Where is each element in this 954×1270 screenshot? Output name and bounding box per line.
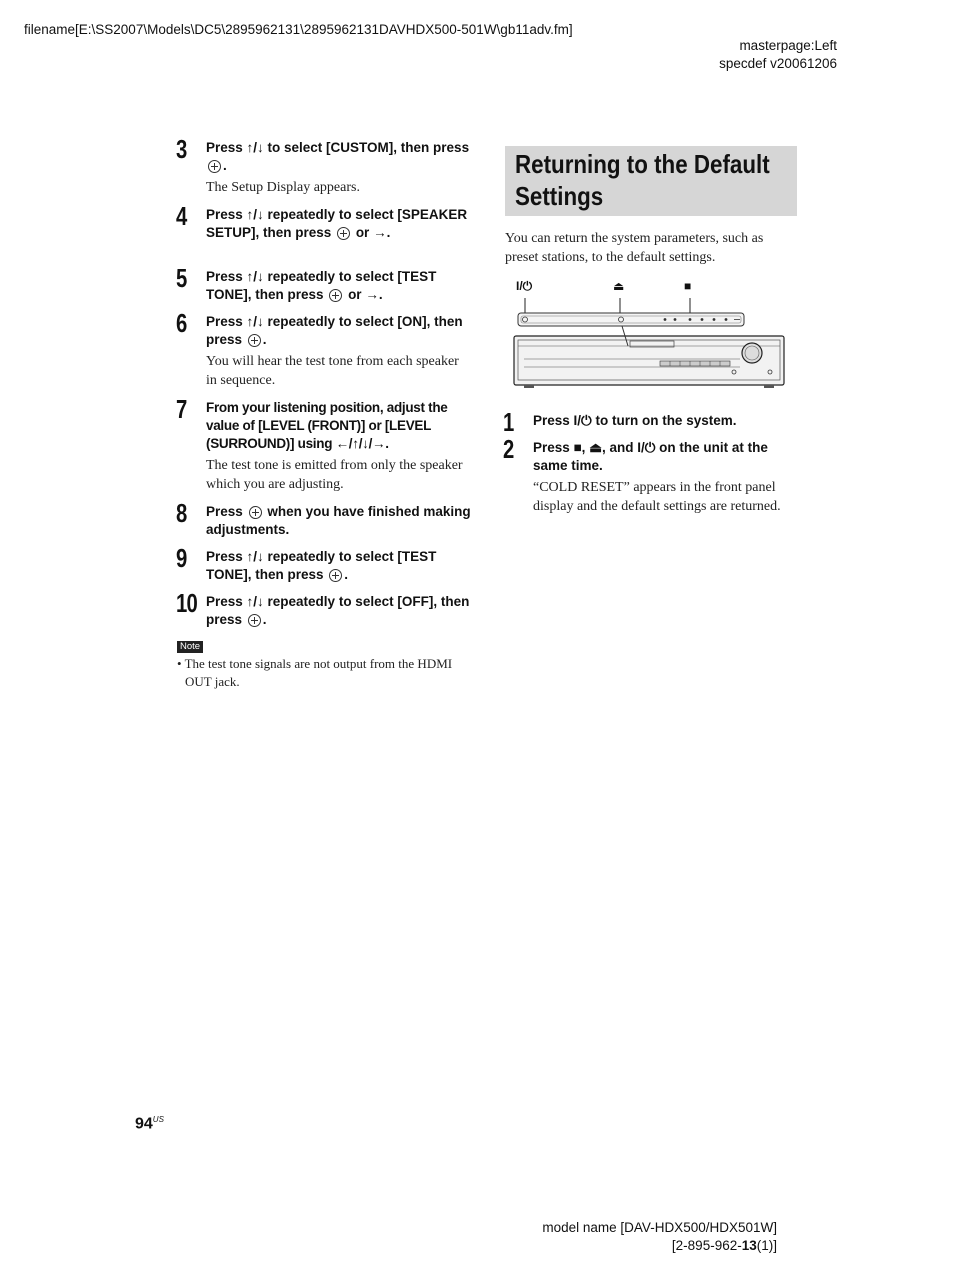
section-title-box: [505, 146, 797, 216]
header-filename: filename[E:\SS2007\Models\DC5\2895962131\2895962131DAVHDX500-501W\gb11adv.fm]: [24, 22, 573, 37]
enter-icon: [208, 160, 221, 173]
footer-model: model name [DAV-HDX500/HDX501W]: [542, 1220, 777, 1235]
step-instruction: Press ↑/↓ repeatedly to select [TEST TONE], then press .: [206, 549, 437, 582]
step-number: 3: [176, 134, 187, 164]
stop-label: ■: [684, 279, 692, 293]
step-number: 6: [176, 308, 187, 338]
step-body: “COLD RESET” appears in the front panel display and the default settings are returned.: [533, 480, 781, 514]
step-4: [176, 201, 472, 242]
enter-icon: [337, 227, 350, 240]
eject-label: ⏏: [613, 279, 625, 293]
step-instruction: Press I/⏻ to turn on the system.: [533, 413, 737, 428]
step-5: [176, 263, 472, 304]
note-label: Note: [177, 641, 203, 653]
note-text: • The test tone signals are not output from the HDMI OUT jack.: [177, 656, 453, 689]
step-instruction: Press ↑/↓ repeatedly to select [SPEAKER SETUP], then press or →.: [206, 207, 468, 240]
step-number: 9: [176, 543, 187, 573]
step-9: [176, 543, 472, 584]
power-label: I/⏻: [516, 279, 533, 293]
enter-icon: [329, 569, 342, 582]
step-number: 10: [176, 588, 197, 618]
reset-step-1: [503, 407, 803, 437]
reset-step-2: [503, 434, 803, 516]
step-instruction: Press ↑/↓ to select [CUSTOM], then press .: [206, 140, 470, 173]
step-10: [176, 588, 472, 629]
step-8: [176, 498, 472, 539]
step-body: The test tone is emitted from only the speaker which you are adjusting.: [206, 458, 463, 492]
step-instruction: Press ↑/↓ repeatedly to select [OFF], then press .: [206, 594, 470, 627]
step-number: 7: [176, 394, 187, 424]
header-specdef: specdef v20061206: [719, 56, 837, 71]
enter-icon: [249, 506, 262, 519]
header-masterpage: masterpage:Left: [739, 38, 837, 53]
enter-icon: [248, 614, 261, 627]
step-body: You will hear the test tone from each speaker in sequence.: [206, 354, 459, 388]
step-number: 1: [503, 407, 514, 437]
step-6: [176, 308, 472, 390]
device-illustration: [510, 295, 790, 390]
step-instruction: Press when you have finished making adjustments.: [206, 504, 471, 537]
section-title: Returning to the Default Settings: [515, 149, 770, 211]
step-number: 2: [503, 434, 514, 464]
step-instruction: Press ■, ⏏, and I/⏻ on the unit at the same time.: [533, 440, 768, 473]
step-body: The Setup Display appears.: [206, 180, 360, 195]
step-number: 5: [176, 263, 187, 293]
step-instruction: Press ↑/↓ repeatedly to select [TEST TONE], then press or →.: [206, 269, 437, 302]
step-3: [176, 134, 472, 197]
step-instruction: From your listening position, adjust the value of [LEVEL (FRONT)] or [LEVEL (SURROUND)] using ←/↑/↓/→.: [206, 400, 448, 451]
enter-icon: [329, 289, 342, 302]
page-number: $94^{US}$: [135, 1115, 164, 1133]
step-7: [176, 394, 472, 494]
enter-icon: [248, 334, 261, 347]
intro-text: You can return the system parameters, such as preset stations, to the default settings.: [505, 231, 764, 265]
footer-code: [2-895-962-13(1)]: [671, 1238, 777, 1253]
step-number: 4: [176, 201, 187, 231]
step-instruction: Press ↑/↓ repeatedly to select [ON], then press .: [206, 314, 463, 347]
step-number: 8: [176, 498, 187, 528]
